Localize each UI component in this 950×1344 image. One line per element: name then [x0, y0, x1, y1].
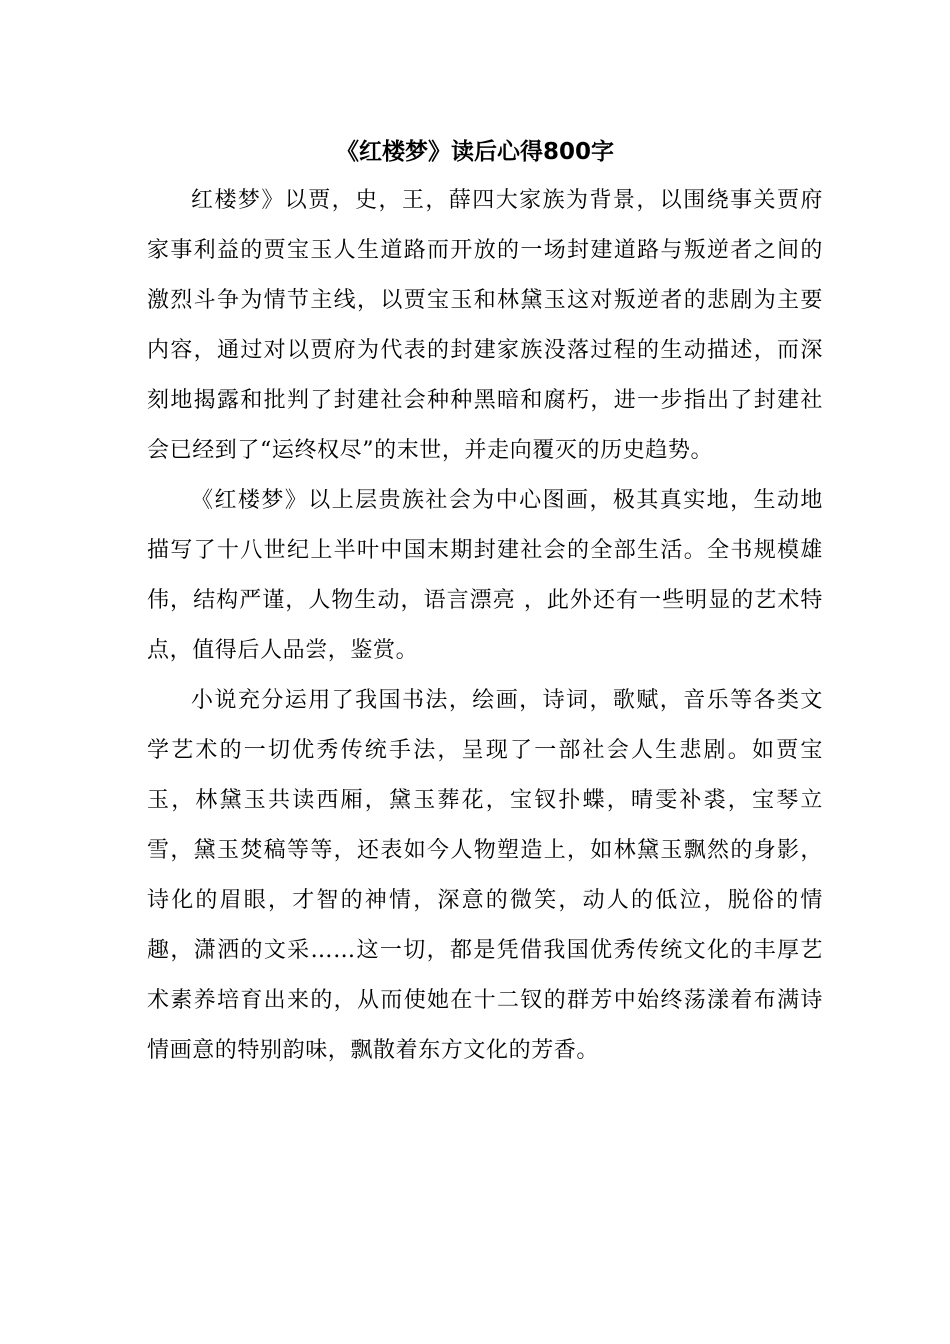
- paragraph-3: 小说充分运用了我国书法，绘画，诗词，歌赋，音乐等各类文学艺术的一切优秀传统手法，呈现了一部社会人生悲剧。如贾宝玉，林黛玉共读西厢，黛玉葬花，宝钗扑蝶，晴雯补裘，宝琴立雪，黛玉焚稿等等，还表如今人物塑造上，如林黛玉飘然的身影，诗化的眉眼，才智的神情，深意的微笑，动人的低泣，脱俗的情趣，潇洒的文采……这一切，都是凭借我国优秀传统文化的丰厚艺术素养培育出来的，从而使她在十二钗的群芳中始终荡漾着布满诗情画意的特别韵味，飘散着东方文化的芳香。: [147, 688, 823, 1063]
- document-title: 《红楼梦》读后心得800字: [335, 139, 614, 165]
- document-body: [147, 176, 823, 1076]
- paragraph-1: 红楼梦》以贾，史，王，薛四大家族为背景，以围绕事关贾府家事利益的贾宝玉人生道路而开放的一场封建道路与叛逆者之间的激烈斗争为情节主线，以贾宝玉和林黛玉这对叛逆者的悲剧为主要内容，通过对以贾府为代表的封建家族没落过程的生动描述，而深刻地揭露和批判了封建社会种种黑暗和腐朽，进一步指出了封建社会已经到了“运终权尽”的末世，并走向覆灭的历史趋势。: [147, 188, 823, 463]
- paragraph-2: 《红楼梦》以上层贵族社会为中心图画，极其真实地，生动地描写了十八世纪上半叶中国末期封建社会的全部生活。全书规模雄伟，结构严谨，人物生动，语言漂亮 ，此外还有一些明显的艺术特点，值得后人品尝，鉴赏。: [147, 488, 823, 663]
